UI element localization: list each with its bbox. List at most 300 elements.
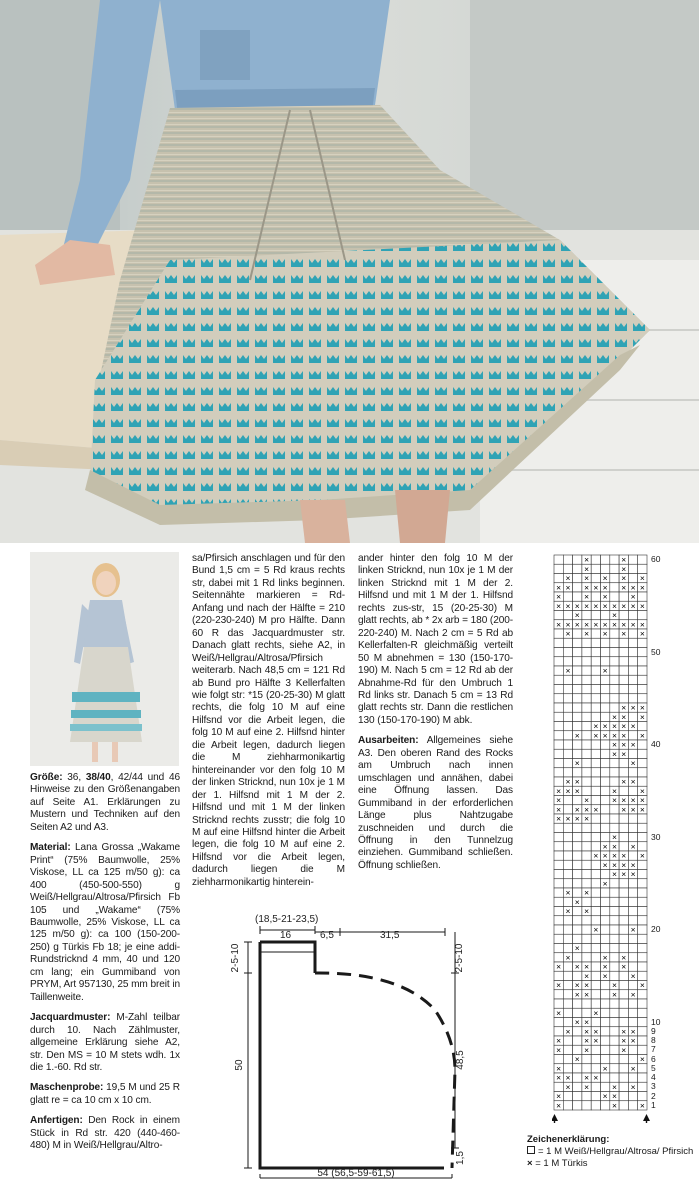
- chart-cell: [601, 657, 610, 666]
- chart-cell: [582, 916, 591, 925]
- schematic-curve: [315, 973, 455, 1168]
- chart-cell: [601, 897, 610, 906]
- chart-cell: [619, 981, 628, 990]
- chart-cell: [563, 768, 572, 777]
- stitch-x-mark: ×: [621, 730, 627, 741]
- chart-cell: [582, 860, 591, 869]
- chart-cell: [563, 962, 572, 971]
- chart-cell: [628, 888, 637, 897]
- chart-cell: [582, 851, 591, 860]
- chart-cell: [610, 777, 619, 786]
- chart-cell: [628, 712, 637, 721]
- anfertigen-text: Den Rock in einem Stück in Rd str. 420 (440-460-480) M in Weiß/Hellgrau/Altro-: [30, 1115, 180, 1152]
- chart-cell: [591, 934, 600, 943]
- chart-cell: [619, 916, 628, 925]
- chart-cell: [591, 944, 600, 953]
- chart-cell: [638, 833, 647, 842]
- chart-cell: [554, 685, 563, 694]
- stitch-x-mark: ×: [574, 600, 580, 611]
- stitch-x-mark: ×: [584, 1044, 590, 1055]
- chart-cell: [610, 823, 619, 832]
- stitch-x-mark: ×: [611, 859, 617, 870]
- chart-cell: [601, 925, 610, 934]
- chart-cell: [610, 675, 619, 684]
- stitch-x-mark: ×: [630, 1063, 636, 1074]
- chart-cell: [591, 879, 600, 888]
- stitch-x-mark: ×: [593, 1035, 599, 1046]
- legend-title: Zeichenerklärung:: [527, 1134, 610, 1145]
- stitch-x-mark: ×: [556, 619, 562, 630]
- chart-cell: [591, 694, 600, 703]
- stitch-x-mark: ×: [556, 1044, 562, 1055]
- chart-cell: [619, 842, 628, 851]
- chart-cell: [638, 722, 647, 731]
- chart-cell: [573, 879, 582, 888]
- stitch-x-mark: ×: [611, 1100, 617, 1111]
- chart-cell: [573, 657, 582, 666]
- chart-cell: [573, 722, 582, 731]
- up-arrow-head-left: [552, 1114, 558, 1121]
- schematic-outline: [260, 942, 444, 1168]
- chart-cell: [573, 648, 582, 657]
- chart-cell: [563, 916, 572, 925]
- stitch-x-mark: ×: [602, 600, 608, 611]
- chart-cell: [628, 1055, 637, 1064]
- column-1: [30, 772, 180, 1161]
- chart-cell: [610, 759, 619, 768]
- chart-cell: [619, 657, 628, 666]
- chart-cell: [591, 842, 600, 851]
- chart-cell: [573, 1073, 582, 1082]
- stitch-x-mark: ×: [602, 841, 608, 852]
- anfertigen-paragraph: [30, 1115, 180, 1152]
- up-arrow-head-right: [643, 1114, 650, 1121]
- stitch-x-mark: ×: [574, 730, 580, 741]
- chart-cell: [582, 786, 591, 795]
- chart-cell: [638, 888, 647, 897]
- chart-cell: [554, 916, 563, 925]
- chart-cell: [619, 879, 628, 888]
- chart-cell: [601, 1055, 610, 1064]
- chart-grid: [552, 553, 662, 1123]
- chart-cell: [638, 879, 647, 888]
- chart-cell: [638, 1045, 647, 1054]
- stitch-x-mark: ×: [574, 813, 580, 824]
- chart-cell: [591, 953, 600, 962]
- chart-cell: [591, 574, 600, 583]
- chart-cell: [628, 833, 637, 842]
- chart-cell: [601, 814, 610, 823]
- groesse-label: Größe:: [30, 772, 63, 783]
- row-number: 7: [651, 1044, 656, 1055]
- chart-cell: [619, 925, 628, 934]
- chart-cell: [628, 999, 637, 1008]
- stitch-x-mark: ×: [556, 804, 562, 815]
- legend-item-2-text: = 1 M Türkis: [535, 1158, 588, 1169]
- chart-cell: [638, 944, 647, 953]
- stitch-x-mark: ×: [584, 628, 590, 639]
- chart-cell: [610, 592, 619, 601]
- bottom-width-label: 54 (56,5-59-61,5): [317, 1168, 395, 1179]
- chart-cell: [628, 981, 637, 990]
- chart-cell: [601, 759, 610, 768]
- stitch-x-mark: ×: [556, 582, 562, 593]
- stitch-x-mark: ×: [584, 591, 590, 602]
- stitch-x-mark: ×: [621, 804, 627, 815]
- stitch-x-mark: ×: [630, 1081, 636, 1092]
- stitch-x-mark: ×: [639, 702, 645, 713]
- stitch-x-mark: ×: [593, 600, 599, 611]
- chart-cell: [582, 685, 591, 694]
- chart-cell: [638, 740, 647, 749]
- chart-cell: [601, 990, 610, 999]
- chart-cell: [601, 611, 610, 620]
- chart-cell: [554, 925, 563, 934]
- chart-cell: [628, 564, 637, 573]
- chart-cell: [591, 703, 600, 712]
- row-number: 2: [651, 1090, 656, 1101]
- chart-cell: [563, 833, 572, 842]
- chart-cell: [554, 731, 563, 740]
- chart-cell: [563, 1045, 572, 1054]
- chart-cell: [628, 1008, 637, 1017]
- w65-label: 6,5: [320, 930, 334, 941]
- stitch-x-mark: ×: [574, 1017, 580, 1028]
- chart-cell: [610, 925, 619, 934]
- chart-cell: [591, 814, 600, 823]
- chart-cell: [638, 999, 647, 1008]
- chart-cell: [619, 1082, 628, 1091]
- stitch-x-mark: ×: [630, 600, 636, 611]
- chart-cell: [619, 768, 628, 777]
- stitch-x-mark: ×: [584, 563, 590, 574]
- chart-cell: [601, 870, 610, 879]
- chart-cell: [601, 916, 610, 925]
- chart-cell: [563, 611, 572, 620]
- chart-cell: [610, 916, 619, 925]
- chart-cell: [610, 814, 619, 823]
- stitch-x-mark: ×: [574, 1054, 580, 1065]
- chart-cell: [573, 555, 582, 564]
- chart-cell: [628, 962, 637, 971]
- stitch-x-mark: ×: [621, 600, 627, 611]
- chart-cell: [638, 860, 647, 869]
- chart-cell: [554, 768, 563, 777]
- stitch-x-mark: ×: [565, 813, 571, 824]
- stitch-x-mark: ×: [621, 859, 627, 870]
- chart-cell: [591, 592, 600, 601]
- column-2: [192, 553, 345, 897]
- chart-cell: [563, 722, 572, 731]
- chart-cell: [638, 555, 647, 564]
- stitch-x-mark: ×: [621, 702, 627, 713]
- stitch-x-mark: ×: [639, 804, 645, 815]
- chart-cell: [628, 907, 637, 916]
- maschenprobe-label: Maschenprobe:: [30, 1082, 104, 1094]
- chart-cell: [601, 1027, 610, 1036]
- groesse-paragraph: [30, 772, 180, 834]
- stitch-x-mark: ×: [639, 628, 645, 639]
- stitch-x-mark: ×: [611, 795, 617, 806]
- stitch-x-mark: ×: [621, 952, 627, 963]
- jacquard-text: M-Zahl teilbar durch 10. Nach Zählmuster, allgemeine Erklärung siehe A2, str. Den MS = 10 M stets wdh. 1x die 1.-60. Rd str.: [30, 1012, 180, 1073]
- chart-cell: [628, 814, 637, 823]
- stitch-x-mark: ×: [630, 582, 636, 593]
- chart-cell: [582, 999, 591, 1008]
- w16-label: 16: [280, 930, 292, 941]
- chart-cell: [601, 685, 610, 694]
- chart-cell: [582, 638, 591, 647]
- chart-cell: [591, 685, 600, 694]
- chart-cell: [628, 629, 637, 638]
- chart-cell: [573, 694, 582, 703]
- chart-cell: [554, 879, 563, 888]
- chart-cell: [610, 1036, 619, 1045]
- chart-cell: [638, 564, 647, 573]
- chart-cell: [573, 934, 582, 943]
- h2510-right-label: 2-5-10: [454, 943, 465, 973]
- chart-cell: [638, 897, 647, 906]
- stitch-x-mark: ×: [584, 573, 590, 584]
- row-number: 1: [651, 1099, 656, 1110]
- chart-cell: [619, 888, 628, 897]
- groesse-pre: 36,: [67, 772, 86, 783]
- stitch-x-mark: ×: [574, 980, 580, 991]
- chart-cell: [591, 870, 600, 879]
- chart-cell: [563, 685, 572, 694]
- stitch-x-mark: ×: [611, 832, 617, 843]
- chart-cell: [563, 712, 572, 721]
- chart-cell: [638, 971, 647, 980]
- chart-cell: [591, 907, 600, 916]
- maschenprobe-paragraph: [30, 1082, 180, 1107]
- stitch-x-mark: ×: [621, 850, 627, 861]
- chart-cell: [619, 944, 628, 953]
- chart-cell: [638, 749, 647, 758]
- stitch-x-mark: ×: [602, 850, 608, 861]
- chart-cell: [563, 842, 572, 851]
- top-total-label: (18,5-21-23,5): [255, 914, 319, 925]
- stitch-x-mark: ×: [602, 730, 608, 741]
- chart-cell: [591, 971, 600, 980]
- chart-cell: [601, 777, 610, 786]
- chart-cell: [638, 1008, 647, 1017]
- stitch-x-mark: ×: [556, 813, 562, 824]
- chart-cell: [591, 759, 600, 768]
- stitch-x-mark: ×: [593, 804, 599, 815]
- stitch-x-mark: ×: [611, 711, 617, 722]
- chart-cell: [554, 823, 563, 832]
- chart-cell: [628, 934, 637, 943]
- chart-cell: [573, 823, 582, 832]
- chart-cell: [573, 629, 582, 638]
- chart-cell: [628, 675, 637, 684]
- stitch-x-mark: ×: [602, 721, 608, 732]
- chart-cell: [610, 907, 619, 916]
- chart-cell: [610, 768, 619, 777]
- ausarbeiten-label: Ausarbeiten:: [358, 735, 419, 747]
- stitch-x-mark: ×: [630, 739, 636, 750]
- chart-cell: [610, 574, 619, 583]
- chart-cell: [601, 1045, 610, 1054]
- chart-cell: [610, 1008, 619, 1017]
- stitch-x-mark: ×: [621, 1044, 627, 1055]
- chart-cell: [554, 934, 563, 943]
- stitch-x-mark: ×: [611, 1081, 617, 1092]
- stitch-x-mark: ×: [621, 554, 627, 565]
- stitch-x-mark: ×: [611, 721, 617, 732]
- stitch-x-mark: ×: [602, 665, 608, 676]
- row-number: 3: [651, 1081, 656, 1092]
- chart-cell: [591, 657, 600, 666]
- chart-cell: [554, 944, 563, 953]
- chart-cell: [610, 805, 619, 814]
- stitch-x-mark: ×: [630, 776, 636, 787]
- chart-cell: [638, 675, 647, 684]
- stitch-x-mark: ×: [639, 1054, 645, 1065]
- chart-cell: [601, 786, 610, 795]
- chart-cell: [601, 907, 610, 916]
- stitch-x-mark: ×: [639, 1100, 645, 1111]
- chart-cell: [628, 694, 637, 703]
- chart-cell: [610, 1055, 619, 1064]
- chart-cell: [638, 1027, 647, 1036]
- chart-cell: [554, 888, 563, 897]
- stitch-x-mark: ×: [621, 961, 627, 972]
- chart-cell: [638, 694, 647, 703]
- chart-cell: [610, 555, 619, 564]
- chart-cell: [554, 1018, 563, 1027]
- chart-cell: [638, 1092, 647, 1101]
- stitch-x-mark: ×: [630, 1026, 636, 1037]
- chart-cell: [638, 1073, 647, 1082]
- stitch-x-mark: ×: [584, 970, 590, 981]
- chart-cell: [628, 823, 637, 832]
- chart-cell: [628, 685, 637, 694]
- dimension-lines: [244, 926, 459, 1178]
- stitch-x-mark: ×: [611, 748, 617, 759]
- chart-cell: [554, 1027, 563, 1036]
- chart-cell: [610, 666, 619, 675]
- chart-cell: [610, 953, 619, 962]
- chart-cell: [554, 833, 563, 842]
- chart-cell: [582, 648, 591, 657]
- h485-label: 48,5: [455, 1050, 466, 1070]
- chart-cell: [591, 648, 600, 657]
- chart-cell: [601, 805, 610, 814]
- chart-cell: [601, 1101, 610, 1110]
- chart-cell: [573, 851, 582, 860]
- chart-cell: [563, 934, 572, 943]
- chart-cell: [601, 1018, 610, 1027]
- stitch-x-mark: ×: [621, 563, 627, 574]
- chart-cell: [610, 1018, 619, 1027]
- chart-cell: [610, 1073, 619, 1082]
- ausarbeiten-text: Allgemeines siehe A3. Den oberen Rand des Rocks am Umbruch nach innen umschlagen und annähen, dabei eine Öffnung lassen. Das Gummiband in der erforderlichen Länge plus Nahtzugabe zuschneiden und durch die Öffnung in den Tunnelzug einziehen. Gummiband schließen. Öffnung schließen.: [358, 735, 513, 871]
- row-number: 60: [651, 554, 661, 564]
- stitch-x-mark: ×: [565, 887, 571, 898]
- chart-cell: [582, 842, 591, 851]
- stitch-x-mark: ×: [565, 1072, 571, 1083]
- chart-cell: [638, 611, 647, 620]
- material-text: Lana Grossa „Wakame Print“ (75% Baumwolle, 25% Viskose, LL ca 125 m/50 g): ca 400 (450-500-550) g Weiß/Hellgrau/Altrosa/Pfirsich Fb 105 und „Wakame“ (75% Baumwolle, 25% Viskose, LL ca 125 m/50 g): ca 100 (150-200-250) g Türkis Fb 18; je eine addi-Rundstricknd 4 mm, 40 und 120 cm lang; ein Gummiband von PRYM, Art 957130, 25 mm breit in Taillenweite.: [30, 842, 180, 1003]
- chart-cell: [582, 611, 591, 620]
- chart-cell: [591, 888, 600, 897]
- chart-cell: [619, 786, 628, 795]
- chart-cell: [610, 888, 619, 897]
- chart-cell: [573, 925, 582, 934]
- chart-cell: [638, 916, 647, 925]
- chart-cell: [563, 648, 572, 657]
- chart-cell: [610, 1027, 619, 1036]
- stitch-x-mark: ×: [556, 785, 562, 796]
- chart-cell: [591, 796, 600, 805]
- model-thumbnail: [30, 552, 179, 766]
- stitch-x-mark: ×: [621, 628, 627, 639]
- chart-cell: [610, 1045, 619, 1054]
- chart-cell: [573, 1082, 582, 1091]
- stitch-x-mark: ×: [630, 591, 636, 602]
- chart-cell: [619, 1092, 628, 1101]
- chart-cell: [563, 971, 572, 980]
- chart-cell: [638, 1082, 647, 1091]
- chart-cell: [591, 786, 600, 795]
- chart-cell: [554, 666, 563, 675]
- chart-cell: [573, 1101, 582, 1110]
- stitch-x-mark: ×: [565, 1026, 571, 1037]
- chart-cell: [591, 833, 600, 842]
- groesse-text: , 42/44 und 46 Hinweise zu den Größenangaben auf Seite A1. Erklärungen zu Mustern und Techniken auf den Seiten A2 und A3.: [30, 772, 180, 833]
- chart-cell: [563, 796, 572, 805]
- row-number: 8: [651, 1035, 656, 1045]
- chart-cell: [554, 777, 563, 786]
- chart-cell: [573, 971, 582, 980]
- stitch-x-mark: ×: [639, 619, 645, 630]
- stitch-x-mark: ×: [630, 721, 636, 732]
- stitch-x-mark: ×: [630, 1035, 636, 1046]
- chart-cell: [554, 694, 563, 703]
- chart-cell: [619, 990, 628, 999]
- chart-cell: [601, 1073, 610, 1082]
- chart-cell: [601, 833, 610, 842]
- chart-cell: [628, 944, 637, 953]
- row-number: 4: [651, 1072, 656, 1082]
- chart-cell: [582, 712, 591, 721]
- stitch-x-mark: ×: [593, 619, 599, 630]
- chart-cell: [601, 981, 610, 990]
- chart-cell: [601, 944, 610, 953]
- chart-cell: [554, 990, 563, 999]
- stitch-x-mark: ×: [565, 573, 571, 584]
- chart-cell: [582, 944, 591, 953]
- chart-cell: [563, 860, 572, 869]
- chart-cell: [610, 879, 619, 888]
- stitch-x-mark: ×: [630, 619, 636, 630]
- chart-cell: [610, 999, 619, 1008]
- chart-cell: [638, 907, 647, 916]
- chart-cell: [619, 823, 628, 832]
- stitch-x-mark: ×: [556, 961, 562, 972]
- chart-cell: [554, 740, 563, 749]
- legend-item-2: [527, 1158, 693, 1170]
- chart-cell: [619, 897, 628, 906]
- chart-cell: [563, 870, 572, 879]
- chart-cell: [582, 731, 591, 740]
- chart-cell: [628, 1101, 637, 1110]
- stitch-x-mark: ×: [639, 980, 645, 991]
- chart-cell: [573, 953, 582, 962]
- stitch-x-mark: ×: [611, 785, 617, 796]
